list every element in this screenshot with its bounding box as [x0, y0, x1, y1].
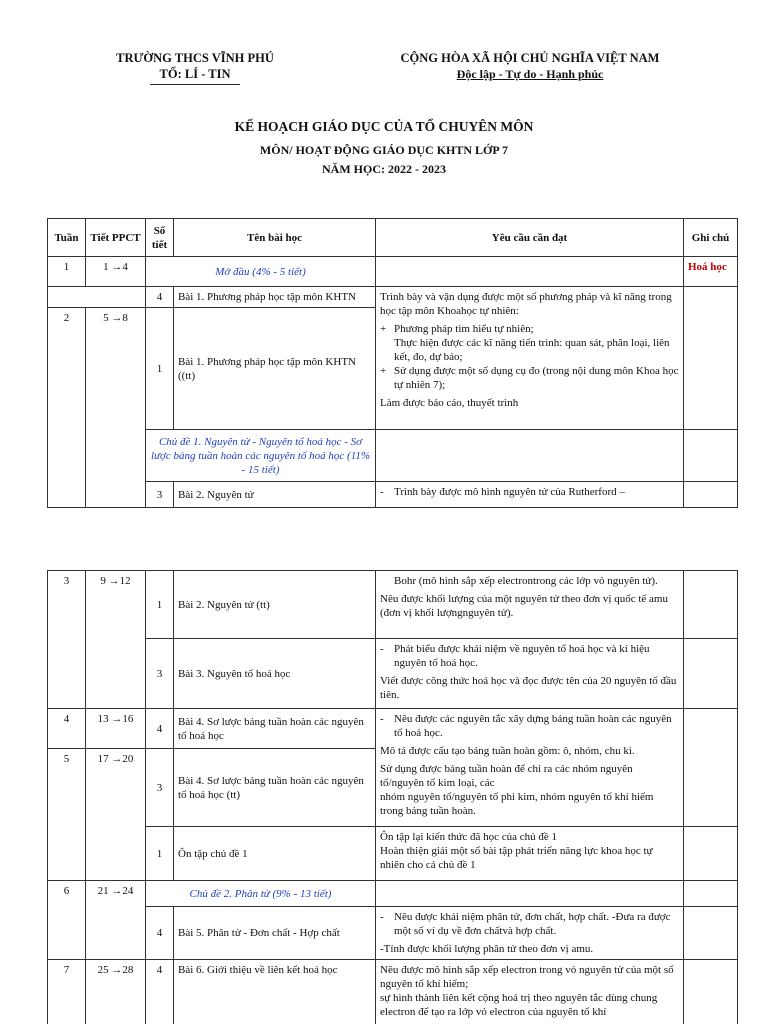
requirement-cell: [376, 960, 684, 1024]
requirement-text: Trình bày được mô hình nguyên tử của Rutherford –: [394, 486, 625, 498]
subject-title: MÔN/ HOẠT ĐỘNG GIÁO DỤC KHTN LỚP 7: [259, 143, 509, 157]
col-requirement: Yêu cầu cần đạt: [376, 219, 684, 257]
list-item: [380, 642, 679, 670]
blank-cell: [48, 287, 146, 308]
count-cell: 4: [146, 709, 174, 749]
col-lesson: Tên bài học: [174, 219, 376, 257]
lesson-cell: Bài 1. Phương pháp học tập môn KHTN: [174, 287, 376, 308]
requirement-cell: [376, 709, 684, 827]
requirement-text: Thực hiện được các kĩ năng tiến trình: quan sát, phân loại, liên kết, đo, dự báo;: [394, 337, 670, 363]
lesson-cell: Bài 5. Phân tử - Đơn chất - Hợp chất: [174, 907, 376, 960]
note-cell: [684, 960, 738, 1024]
requirement-text: Phát biểu được khái niệm về nguyên tố hoá học và kí hiệu nguyên tố hoá học.: [394, 643, 650, 669]
dash-bullet: -: [380, 713, 384, 725]
lesson-cell: Bài 4. Sơ lược bảng tuần hoàn các nguyên tố hoá học (tt): [174, 749, 376, 827]
lesson-cell: Ôn tập chủ đề 1: [174, 827, 376, 881]
requirement-text: Phương pháp tìm hiểu tự nhiên;: [394, 323, 534, 335]
list-item: [380, 485, 679, 499]
topic-heading: Chủ đề 1. Nguyên tử - Nguyên tố hoá học - Sơ lược bảng tuần hoàn các nguyên tố hoá học (11% - 15 tiết): [146, 430, 376, 482]
period-cell: 1 →4: [86, 257, 146, 287]
lesson-cell: Bài 3. Nguyên tố hoá học: [174, 639, 376, 709]
table-row: [48, 827, 738, 881]
table-row: [48, 482, 738, 508]
document-title: [0, 118, 768, 178]
col-period: Tiết PPCT: [86, 219, 146, 257]
topic-heading: Chủ đề 2. Phân tử (9% - 13 tiết): [146, 881, 376, 907]
week-cell: 5: [48, 749, 86, 881]
requirement-cell: [376, 639, 684, 709]
week-cell: 1: [48, 257, 86, 287]
week-cell: 6: [48, 881, 86, 960]
plus-bullet: +: [380, 323, 387, 335]
note-cell: [684, 571, 738, 639]
requirement-text: -Tính được khối lượng phân tử theo đơn vị amu.: [380, 943, 594, 955]
note-cell: [684, 430, 738, 482]
requirement-text: Mô tả được cấu tạo bảng tuần hoàn gồm: ô, nhóm, chu kì.: [380, 745, 635, 757]
requirement-text: Nêu được các nguyên tắc xây dựng bảng tuần hoàn các nguyên tố hoá học.: [394, 713, 672, 739]
period-cell: 9 →12: [86, 571, 146, 709]
note-cell: [684, 482, 738, 508]
table-row: [48, 709, 738, 749]
list-item: [380, 910, 679, 938]
school-year: NĂM HỌC: 2022 - 2023: [322, 162, 446, 176]
lesson-cell: Bài 2. Nguyên tử (tt): [174, 571, 376, 639]
national-header: [380, 50, 680, 82]
requirement-cell: [376, 257, 684, 287]
requirement-text: Hoàn thiện giải một số bài tập phát triển năng lực khoa học tự nhiên cho cả chủ đề 1: [380, 845, 653, 871]
requirement-text: Nêu được khái niệm phân tử, đơn chất, hợp chất. -Đưa ra được một số ví dụ về đơn chấtvà hợp chất.: [394, 911, 671, 937]
period-cell: 25 →28: [86, 960, 146, 1024]
requirement-cell: [376, 827, 684, 881]
note-cell: [684, 639, 738, 709]
week-cell: 2: [48, 308, 86, 508]
count-cell: 1: [146, 827, 174, 881]
note-cell: Hoá học: [684, 257, 738, 287]
col-week: Tuần: [48, 219, 86, 257]
col-note: Ghi chú: [684, 219, 738, 257]
table-header-row: [48, 219, 738, 257]
lesson-cell: Bài 4. Sơ lược bảng tuần hoàn các nguyên tố hoá học: [174, 709, 376, 749]
lesson-cell: Bài 2. Nguyên tử: [174, 482, 376, 508]
dash-bullet: -: [380, 911, 384, 923]
table-row: [48, 257, 738, 287]
count-cell: 3: [146, 749, 174, 827]
note-cell: [684, 827, 738, 881]
note-cell: [684, 907, 738, 960]
requirement-cell: [376, 482, 684, 508]
list-item: [380, 364, 679, 392]
plan-table-part-1: [47, 218, 738, 508]
group-name: TỔ: LÍ - TIN: [159, 67, 231, 81]
header-divider: [150, 84, 240, 85]
school-name: TRƯỜNG THCS VĨNH PHÚ: [116, 51, 274, 65]
lesson-cell: Bài 6. Giới thiệu về liên kết hoá học: [174, 960, 376, 1024]
plan-table-part-2: [47, 570, 738, 1024]
count-cell: 4: [146, 960, 174, 1024]
plus-bullet: +: [380, 365, 387, 377]
count-cell: 4: [146, 287, 174, 308]
requirement-cell: [376, 907, 684, 960]
count-cell: 3: [146, 639, 174, 709]
requirement-text: Trình bày và vận dụng được một số phương pháp và kĩ năng trong học tập môn Khoahọc tự nhiên:: [380, 291, 672, 317]
col-count: Số tiết: [146, 219, 174, 257]
requirement-text: Ôn tập lại kiến thức đã học của chủ đề 1: [380, 831, 558, 843]
requirement-text: Viết được công thức hoá học và đọc được tên của 20 nguyên tố đầu tiên.: [380, 675, 677, 701]
school-header: [100, 50, 290, 85]
dash-bullet: -: [380, 643, 384, 655]
table-row: [48, 907, 738, 960]
requirement-text: Làm được báo cáo, thuyết trình: [380, 397, 519, 409]
period-cell: 17 →20: [86, 749, 146, 881]
country-name: CỘNG HÒA XÃ HỘI CHỦ NGHĨA VIỆT NAM: [400, 51, 660, 65]
count-cell: 1: [146, 571, 174, 639]
period-cell: 5 →8: [86, 308, 146, 508]
week-cell: 4: [48, 709, 86, 749]
national-motto: Độc lập - Tự do - Hạnh phúc: [456, 67, 604, 81]
table-row: [48, 881, 738, 907]
week-cell: 3: [48, 571, 86, 709]
list-item: [380, 322, 679, 336]
table-row: [48, 639, 738, 709]
count-cell: 1: [146, 308, 174, 430]
requirement-text: Nêu được mô hình sắp xếp electron trong vỏ nguyên tử của một số nguyên tố khí hiếm;: [380, 964, 674, 990]
table-row: [48, 571, 738, 639]
count-cell: 3: [146, 482, 174, 508]
note-cell: [684, 881, 738, 907]
note-cell: [684, 287, 738, 430]
table-row: [48, 287, 738, 308]
requirement-cell: [376, 287, 684, 430]
list-item: [380, 712, 679, 740]
note-cell: [684, 709, 738, 827]
requirement-text: Sử dụng được bảng tuần hoàn để chỉ ra các nhóm nguyên tố/nguyên tố kim loại, các: [380, 763, 633, 789]
requirement-text: Nêu được khối lượng của một nguyên tử theo đơn vị quốc tế amu (đơn vị khối lượngnguyên tử).: [380, 593, 668, 619]
requirement-cell: [376, 430, 684, 482]
table-row: [48, 960, 738, 1024]
lesson-cell: Bài 1. Phương pháp học tập môn KHTN ((tt): [174, 308, 376, 430]
count-cell: 4: [146, 907, 174, 960]
requirement-cell: [376, 881, 684, 907]
period-cell: 13 →16: [86, 709, 146, 749]
requirement-cell: [376, 571, 684, 639]
dash-bullet: -: [380, 486, 384, 498]
week-cell: 7: [48, 960, 86, 1024]
table-row: [48, 430, 738, 482]
period-cell: 21 →24: [86, 881, 146, 960]
requirement-text: Bohr (mô hình sắp xếp electrontrong các lớp vỏ nguyên tử).: [394, 575, 658, 587]
topic-heading: Mở đầu (4% - 5 tiết): [146, 257, 376, 287]
requirement-text: Sử dụng được một số dụng cụ đo (trong nội dung môn Khoa học tự nhiên 7);: [394, 365, 679, 391]
requirement-text: sự hình thành liên kết cộng hoá trị theo nguyên tắc dùng chung electron để tạo ra lớp vỏ electron của nguyên tố khí: [380, 992, 658, 1018]
plan-title: KẾ HOẠCH GIÁO DỤC CỦA TỔ CHUYÊN MÔN: [234, 119, 534, 134]
requirement-text: nhóm nguyên tố/nguyên tố phi kim, nhóm nguyên tố khí hiếm trong bảng tuần hoàn.: [380, 791, 654, 817]
